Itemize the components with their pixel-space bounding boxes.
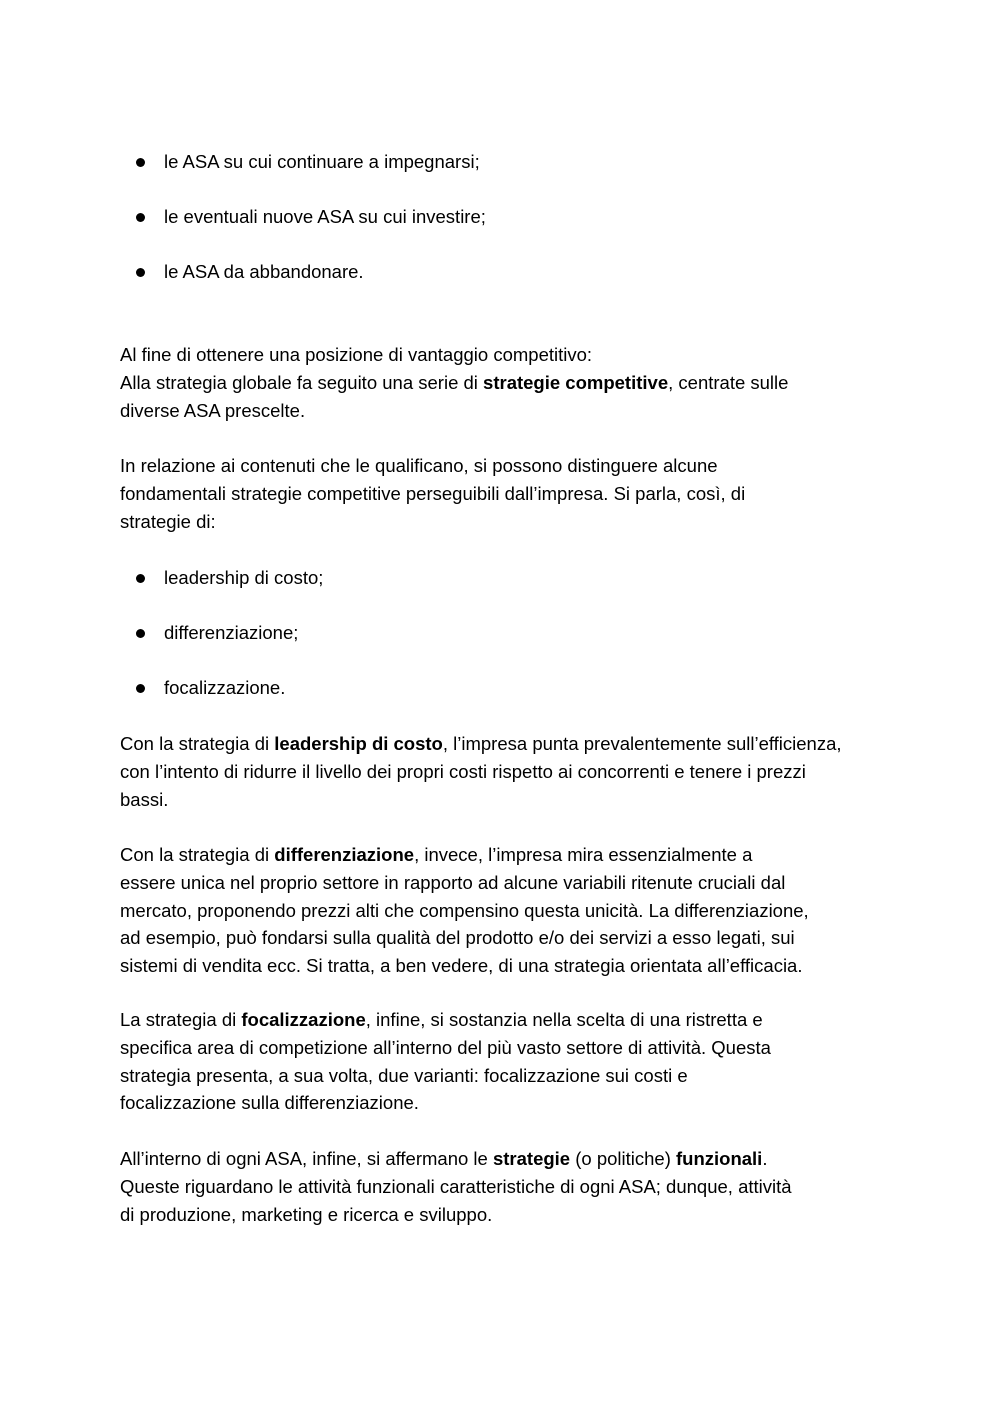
list-item-text: differenziazione;	[164, 622, 299, 643]
text-line: focalizzazione sulla differenziazione.	[120, 1092, 419, 1114]
text-line: fondamentali strategie competitive perseguibili dall’impresa. Si parla, così, di	[120, 482, 746, 504]
bullet-icon	[136, 213, 145, 222]
bold-term: focalizzazione	[241, 1009, 366, 1030]
paragraph-competitive-advantage	[120, 341, 920, 424]
paragraph-differentiation	[120, 841, 920, 980]
text-line: essere unica nel proprio settore in rapporto ad alcune variabili ritenute cruciali dal	[120, 871, 786, 893]
text-run: , l’impresa punta prevalentemente sull’efficienza,	[442, 733, 842, 754]
text-line: Queste riguardano le attività funzionali caratteristiche di ogni ASA; dunque, attività	[120, 1175, 792, 1197]
paragraph-functional-strategies	[120, 1145, 920, 1228]
list-item-text: le ASA da abbandonare.	[164, 261, 364, 282]
bullet-icon	[136, 684, 145, 693]
bold-term: leadership di costo	[274, 733, 443, 754]
list-item-text: le eventuali nuove ASA su cui investire;	[164, 206, 486, 227]
text-run: Alla strategia globale fa seguito una serie di	[120, 371, 484, 393]
text-line: specifica area di competizione all’interno del più vasto settore di attività. Questa	[120, 1036, 771, 1058]
list-item	[0, 203, 1000, 231]
bullet-icon	[136, 268, 145, 277]
text-run: Con la strategia di	[120, 844, 275, 865]
text-run: La strategia di	[120, 1009, 242, 1030]
text-line: In relazione ai contenuti che le qualificano, si possono distinguere alcune	[120, 455, 718, 476]
text-run: , centrate sulle	[668, 371, 789, 393]
text-line	[120, 1145, 920, 1173]
text-run: , invece, l’impresa mira essenzialmente a	[414, 844, 753, 865]
text-line	[120, 841, 920, 869]
text-run: Con la strategia di	[120, 733, 275, 754]
bullet-icon	[136, 629, 145, 638]
text-line: Al fine di ottenere una posizione di vantaggio competitivo:	[120, 344, 593, 365]
list-item	[0, 148, 1000, 176]
text-run: .	[762, 1148, 768, 1169]
text-line	[120, 1006, 920, 1034]
list-item-text: le ASA su cui continuare a impegnarsi;	[164, 151, 480, 172]
bullet-icon	[136, 574, 145, 583]
list-item-text: leadership di costo;	[164, 567, 324, 588]
bold-term: strategie competitive	[483, 371, 669, 393]
text-line: strategia presenta, a sua volta, due varianti: focalizzazione sui costi e	[120, 1064, 688, 1086]
bold-term: differenziazione	[274, 844, 415, 865]
bold-term: strategie	[492, 1148, 571, 1169]
bullet-icon	[136, 158, 145, 167]
text-line: con l’intento di ridurre il livello dei propri costi rispetto ai concorrenti e tenere i prezzi	[120, 760, 806, 782]
text-run: All’interno di ogni ASA, infine, si affermano le	[120, 1148, 493, 1169]
text-line: strategie di:	[120, 510, 216, 532]
text-run: , infine, si sostanzia nella scelta di una ristretta e	[365, 1009, 763, 1030]
paragraph-cost-leadership	[120, 730, 920, 813]
text-line	[120, 730, 920, 758]
text-line: diverse ASA prescelte.	[120, 399, 306, 421]
list-item	[0, 619, 1000, 647]
list-item	[0, 674, 1000, 702]
bold-term: funzionali	[676, 1148, 763, 1169]
list-item-text: focalizzazione.	[164, 677, 286, 698]
text-line: di produzione, marketing e ricerca e sviluppo.	[120, 1203, 493, 1225]
text-line: ad esempio, può fondarsi sulla qualità del prodotto e/o dei servizi a esso legati, sui	[120, 927, 795, 949]
list-item	[0, 258, 1000, 286]
text-line: bassi.	[120, 788, 169, 810]
paragraph-strategies-intro	[120, 452, 920, 535]
paragraph-focus	[120, 1006, 920, 1117]
text-run: (o politiche)	[570, 1148, 676, 1169]
text-line: mercato, proponendo prezzi alti che compensino questa unicità. La differenziazione,	[120, 899, 809, 921]
text-line	[120, 369, 920, 397]
text-line: sistemi di vendita ecc. Si tratta, a ben vedere, di una strategia orientata all’efficacia.	[120, 955, 803, 977]
list-item	[0, 564, 1000, 592]
